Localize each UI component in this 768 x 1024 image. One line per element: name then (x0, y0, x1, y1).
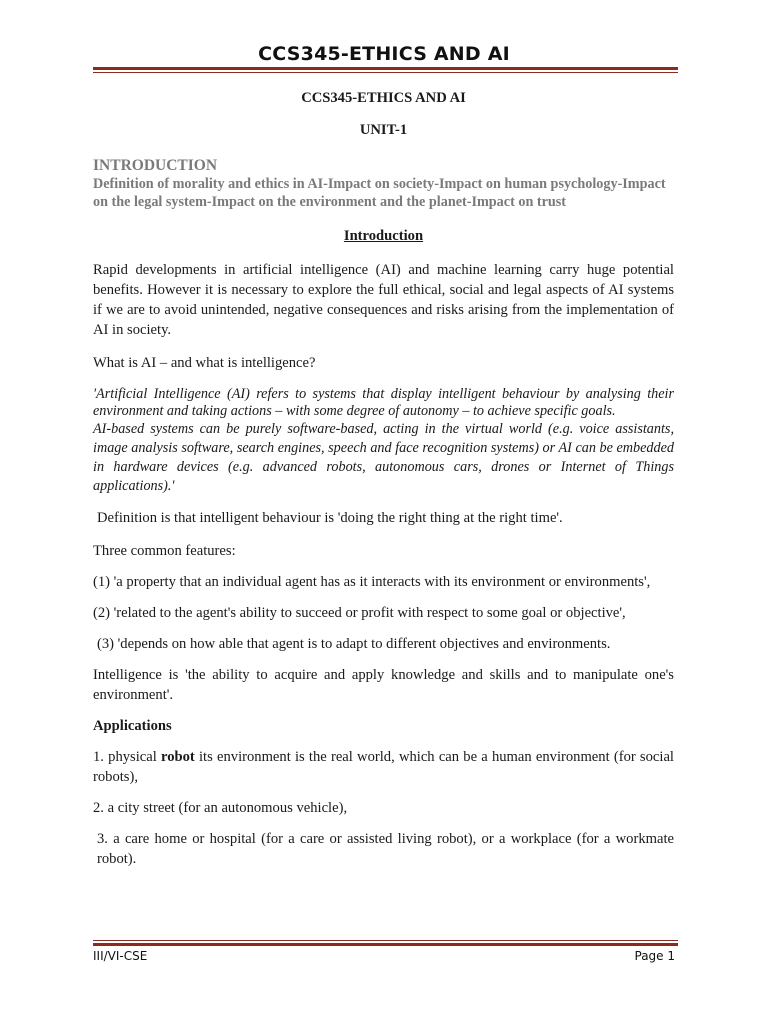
quote-ai-definition: 'Artificial Intelligence (AI) refers to systems that display intelligent behaviour by analysing their environment and taking actions – with some degree of autonomy – to achieve specific goals. (93, 386, 674, 419)
application-1-bold: robot (161, 749, 195, 765)
feature-3: (3) 'depends on how able that agent is to adapt to different objectives and environments. (97, 636, 611, 652)
footer-rule-thin (93, 940, 678, 941)
running-header-title: CCS345-ETHICS AND AI (258, 43, 510, 65)
feature-1: (1) 'a property that an individual agent has as it interacts with its environment or environments', (93, 574, 651, 590)
unit-label: UNIT-1 (359, 122, 408, 138)
footer-rule-thick (93, 943, 678, 946)
header-rule-thin (93, 72, 678, 73)
footer-page-number: Page 1 (634, 949, 675, 963)
application-3: 3. a care home or hospital (for a care or assisted living robot), or a workplace (for a workmate robot). (97, 831, 674, 867)
header-rule-thick (93, 67, 678, 70)
application-1-prefix: 1. physical (93, 749, 161, 765)
page-body (93, 88, 674, 869)
quote-ai-systems: AI-based systems can be purely software-based, acting in the virtual world (e.g. voice assistants, image analysis software, search engines, speech and face recognition systems) or AI can be embedded in hardware devices (e.g. advanced robots, autonomous cars, drones or Internet of Things applications).' (93, 421, 674, 494)
document-title: CCS345-ETHICS AND AI (301, 90, 466, 106)
syllabus-topics: Definition of morality and ethics in AI-Impact on society-Impact on human psychology-Impact on the legal system-Impact on the environment and the planet-Impact on trust (93, 176, 666, 210)
footer-course-label: III/VI-CSE (93, 949, 148, 963)
intro-label: INTRODUCTION (93, 157, 218, 174)
paragraph-intro: Rapid developments in artificial intelligence (AI) and machine learning carry huge potential benefits. However it is necessary to explore the full ethical, social and legal aspects of AI systems if we are to avoid unintended, negative consequences and risks arising from the implementation of AI in society. (93, 262, 674, 338)
applications-heading: Applications (93, 718, 172, 734)
features-heading: Three common features: (93, 543, 236, 559)
definition-line: Definition is that intelligent behaviour is 'doing the right thing at the right time'. (97, 510, 563, 526)
application-1 (93, 747, 674, 787)
intelligence-definition: Intelligence is 'the ability to acquire and apply knowledge and skills and to manipulate one's environment'. (93, 667, 674, 703)
section-heading: Introduction (343, 228, 424, 244)
question-line: What is AI – and what is intelligence? (93, 355, 316, 371)
application-1-suffix: its environment is the real world, which can be a human environment (for social robots), (93, 749, 674, 785)
feature-2: (2) 'related to the agent's ability to succeed or profit with respect to some goal or objective', (93, 605, 626, 621)
application-2: 2. a city street (for an autonomous vehicle), (93, 800, 348, 816)
